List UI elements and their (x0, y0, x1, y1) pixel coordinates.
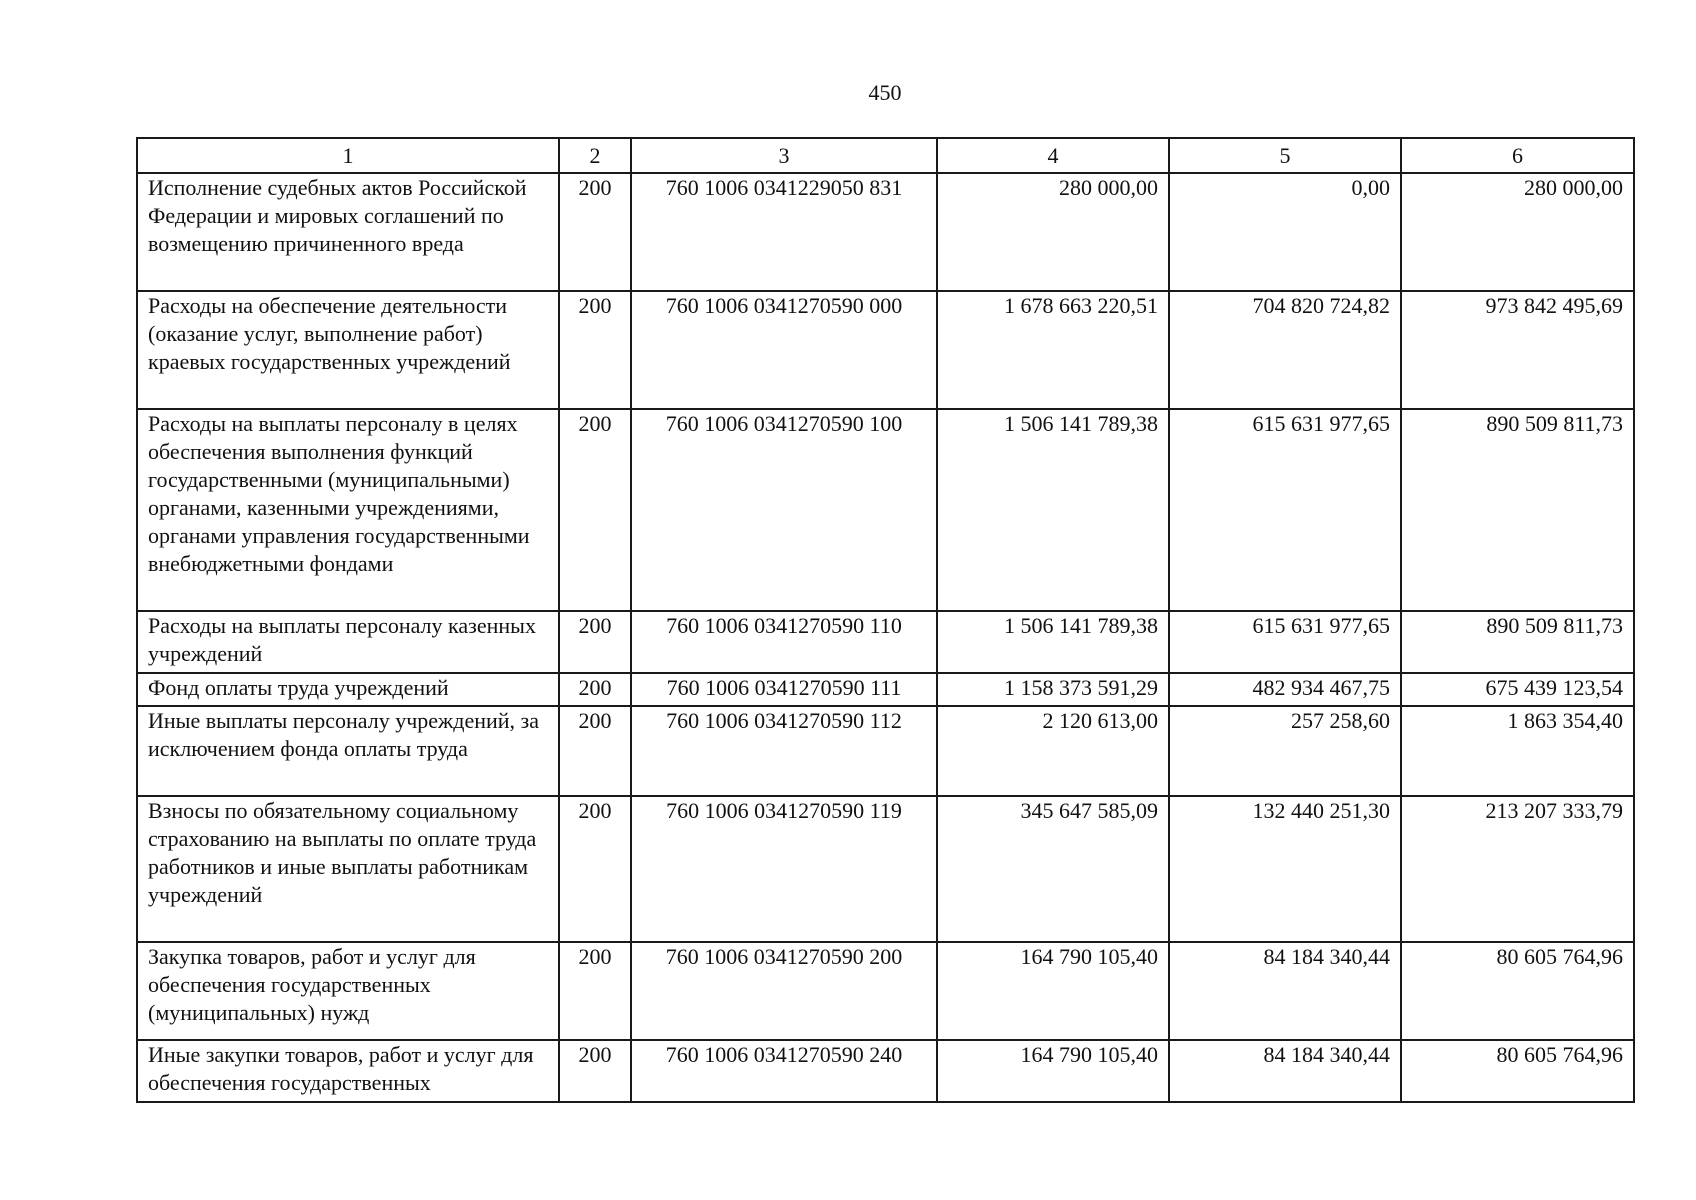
row-col6: 890 509 811,73 (1401, 409, 1634, 611)
row-name: Закупка товаров, работ и услуг для обеспечения государственных (муниципальных) нужд (137, 942, 559, 1040)
row-code: 200 (559, 611, 631, 673)
row-kbk: 760 1006 0341270590 119 (631, 796, 937, 942)
row-col5: 615 631 977,65 (1169, 611, 1401, 673)
row-name: Фонд оплаты труда учреждений (137, 673, 559, 706)
table-header (137, 138, 1634, 173)
table-row (137, 611, 1634, 673)
row-kbk: 760 1006 0341229050 831 (631, 173, 937, 291)
row-col4: 280 000,00 (937, 173, 1169, 291)
row-col6: 80 605 764,96 (1401, 1040, 1634, 1102)
row-name: Иные выплаты персоналу учреждений, за исключением фонда оплаты труда (137, 706, 559, 796)
row-code: 200 (559, 409, 631, 611)
row-col6: 213 207 333,79 (1401, 796, 1634, 942)
row-col6: 675 439 123,54 (1401, 673, 1634, 706)
row-name: Расходы на обеспечение деятельности (оказание услуг, выполнение работ) краевых государственных учреждений (137, 291, 559, 409)
row-col5: 84 184 340,44 (1169, 942, 1401, 1040)
row-col4: 1 678 663 220,51 (937, 291, 1169, 409)
header-col-2: 2 (559, 138, 631, 173)
budget-table (136, 137, 1635, 1103)
row-name: Расходы на выплаты персоналу казенных учреждений (137, 611, 559, 673)
table-row (137, 409, 1634, 611)
row-code: 200 (559, 673, 631, 706)
row-kbk: 760 1006 0341270590 200 (631, 942, 937, 1040)
table-row (137, 291, 1634, 409)
row-col6: 280 000,00 (1401, 173, 1634, 291)
row-col5: 257 258,60 (1169, 706, 1401, 796)
header-col-6: 6 (1401, 138, 1634, 173)
row-code: 200 (559, 706, 631, 796)
row-code: 200 (559, 291, 631, 409)
row-name: Иные закупки товаров, работ и услуг для обеспечения государственных (137, 1040, 559, 1102)
table-body (137, 173, 1634, 1102)
header-row (137, 138, 1634, 173)
row-kbk: 760 1006 0341270590 111 (631, 673, 937, 706)
row-code: 200 (559, 796, 631, 942)
row-col6: 973 842 495,69 (1401, 291, 1634, 409)
row-kbk: 760 1006 0341270590 240 (631, 1040, 937, 1102)
row-name: Расходы на выплаты персоналу в целях обеспечения выполнения функций государственными (муниципальными) органами, казенными учреждениями, органами управления государственными внебюджетными фондами (137, 409, 559, 611)
row-col5: 482 934 467,75 (1169, 673, 1401, 706)
table-row (137, 796, 1634, 942)
row-col4: 1 158 373 591,29 (937, 673, 1169, 706)
row-col6: 890 509 811,73 (1401, 611, 1634, 673)
row-col4: 164 790 105,40 (937, 1040, 1169, 1102)
row-col5: 84 184 340,44 (1169, 1040, 1401, 1102)
row-kbk: 760 1006 0341270590 110 (631, 611, 937, 673)
table-row (137, 706, 1634, 796)
table-row (137, 942, 1634, 1040)
table-row (137, 1040, 1634, 1102)
row-code: 200 (559, 173, 631, 291)
row-col6: 1 863 354,40 (1401, 706, 1634, 796)
page-number: 450 (868, 80, 902, 105)
row-col4: 1 506 141 789,38 (937, 409, 1169, 611)
row-col4: 2 120 613,00 (937, 706, 1169, 796)
row-name: Исполнение судебных актов Российской Федерации и мировых соглашений по возмещению причиненного вреда (137, 173, 559, 291)
table-row (137, 673, 1634, 706)
row-col6: 80 605 764,96 (1401, 942, 1634, 1040)
table-row (137, 173, 1634, 291)
row-col4: 1 506 141 789,38 (937, 611, 1169, 673)
row-col4: 345 647 585,09 (937, 796, 1169, 942)
row-col4: 164 790 105,40 (937, 942, 1169, 1040)
row-kbk: 760 1006 0341270590 112 (631, 706, 937, 796)
row-name: Взносы по обязательному социальному страхованию на выплаты по оплате труда работников и иные выплаты работникам учреждений (137, 796, 559, 942)
row-col5: 0,00 (1169, 173, 1401, 291)
row-kbk: 760 1006 0341270590 100 (631, 409, 937, 611)
row-code: 200 (559, 942, 631, 1040)
header-col-3: 3 (631, 138, 937, 173)
row-col5: 704 820 724,82 (1169, 291, 1401, 409)
row-code: 200 (559, 1040, 631, 1102)
header-col-1: 1 (137, 138, 559, 173)
header-col-4: 4 (937, 138, 1169, 173)
header-col-5: 5 (1169, 138, 1401, 173)
row-col5: 615 631 977,65 (1169, 409, 1401, 611)
row-kbk: 760 1006 0341270590 000 (631, 291, 937, 409)
row-col5: 132 440 251,30 (1169, 796, 1401, 942)
